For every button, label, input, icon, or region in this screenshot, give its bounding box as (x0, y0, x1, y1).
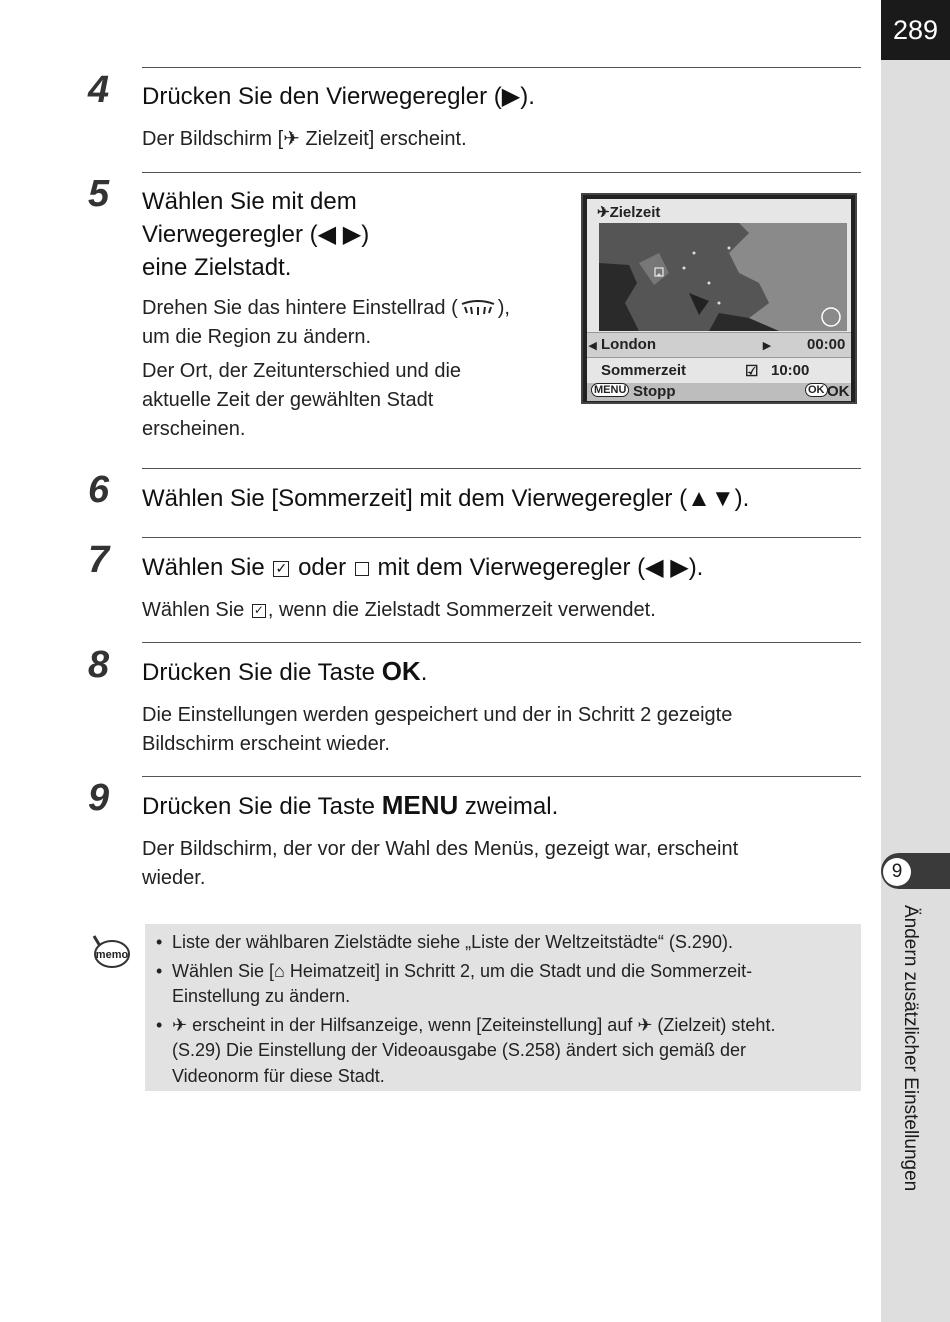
step-heading (142, 185, 369, 284)
memo-item (152, 959, 852, 1010)
memo-item (152, 1013, 852, 1090)
step-body: Der Bildschirm [✈ Zielzeit] erscheint. (142, 128, 467, 150)
heading-text: . (420, 659, 428, 686)
body-text: ), (497, 297, 510, 319)
city-row (587, 332, 851, 358)
body-text: Bildschirm erscheint wieder. (142, 733, 390, 755)
page-number: 289 (881, 0, 950, 60)
body-text: wieder. (142, 867, 206, 889)
checked-box-icon: ✓ (253, 602, 264, 617)
memo-icon-label: memo (95, 949, 129, 961)
memo-text: • Wählen Sie [⌂ Heimatzeit] in Schritt 2, um die Stadt und die Sommerzeit- (172, 960, 753, 981)
ok-key-icon: OK (805, 383, 828, 397)
step-number: 6 (88, 469, 110, 511)
checked-box-icon: ✓ (273, 561, 289, 577)
step-body (142, 701, 732, 759)
step-body (142, 596, 656, 625)
menu-button-glyph: MENU (381, 790, 459, 820)
world-map-image (599, 223, 847, 331)
ok-button-glyph: OK (381, 656, 421, 686)
body-text: aktuelle Zeit der gewählten Stadt (142, 389, 434, 411)
memo-text: • Liste der wählbaren Zielstädte siehe „Liste der Weltzeitstädte“ (S.290). (172, 932, 733, 952)
dst-checkbox: ☑ (745, 363, 759, 380)
heading-text: Wählen Sie (142, 554, 272, 581)
dst-row (587, 359, 851, 383)
rear-dial-icon (458, 300, 498, 318)
memo-text: Videonorm für diese Stadt. (172, 1065, 385, 1086)
heading-text: oder (291, 554, 353, 581)
heading-line: Vierwegeregler (◀ ▶) (142, 221, 370, 248)
heading-text: Drücken Sie die Taste (142, 659, 382, 686)
divider (142, 172, 861, 173)
body-text: Die Einstellungen werden gespeichert und der in Schritt 2 gezeigte (142, 704, 733, 726)
step-number: 8 (88, 644, 110, 686)
screen-title: ✈Zielzeit (597, 204, 661, 221)
body-text: Der Ort, der Zeitunterschied und die (142, 360, 462, 382)
step-heading: Wählen Sie [Sommerzeit] mit dem Vierwegeregler (▲▼). (142, 485, 750, 512)
body-text: Wählen Sie (142, 599, 250, 621)
divider (142, 468, 861, 469)
heading-line: eine Zielstadt. (142, 254, 292, 281)
step-number: 9 (88, 777, 110, 819)
body-text: , wenn die Zielstadt Sommerzeit verwendet. (267, 599, 656, 621)
left-arrow-icon: ◂ (589, 337, 597, 354)
step-heading (142, 789, 558, 823)
empty-box-icon (355, 562, 369, 576)
divider (142, 67, 861, 68)
step-body (142, 835, 738, 893)
step-number: 4 (88, 69, 110, 111)
step-body (142, 294, 562, 444)
step-number: 5 (88, 173, 110, 215)
divider (142, 776, 861, 777)
city-name: London (601, 336, 656, 353)
memo-text: Einstellung zu ändern. (172, 986, 351, 1006)
heading-text: Drücken Sie die Taste (142, 793, 382, 820)
step-heading (142, 551, 703, 584)
memo-list (152, 930, 852, 1092)
menu-key-icon: MENU (591, 383, 629, 397)
heading-line: Wählen Sie mit dem (142, 188, 357, 215)
heading-text: zweimal. (458, 793, 559, 820)
body-text: erscheinen. (142, 418, 246, 440)
chapter-title: Ändern zusätzlicher Einstellungen (900, 905, 921, 1192)
step-number: 7 (88, 539, 110, 581)
chapter-number: 9 (883, 858, 911, 886)
camera-screen (581, 193, 857, 404)
memo-text: (S.29) Die Einstellung der Videoausgabe (S.258) ändert sich gemäß der (172, 1040, 746, 1060)
menu-action: Stopp (633, 383, 676, 400)
divider (142, 537, 861, 538)
heading-text: mit dem Vierwegeregler (◀ ▶). (370, 554, 704, 581)
right-arrow-icon: ▸ (763, 337, 771, 354)
step-heading (142, 655, 427, 689)
screen-footer (587, 383, 851, 401)
body-text: um die Region zu ändern. (142, 326, 372, 348)
step-heading: Drücken Sie den Vierwegeregler (▶). (142, 83, 535, 110)
ok-action: OK (827, 383, 850, 400)
time-offset: 00:00 (807, 336, 846, 353)
divider (142, 642, 861, 643)
local-time: 10:00 (771, 362, 810, 379)
memo-text: • ✈ erscheint in der Hilfsanzeige, wenn [Zeiteinstellung] auf ✈ (Zielzeit) steht. (172, 1014, 776, 1035)
body-text: Drehen Sie das hintere Einstellrad ( (142, 297, 458, 319)
memo-item (152, 930, 852, 956)
body-text: Der Bildschirm, der vor der Wahl des Menüs, gezeigt war, erscheint (142, 838, 739, 860)
dst-label: Sommerzeit (601, 362, 687, 379)
memo-icon (90, 934, 130, 970)
